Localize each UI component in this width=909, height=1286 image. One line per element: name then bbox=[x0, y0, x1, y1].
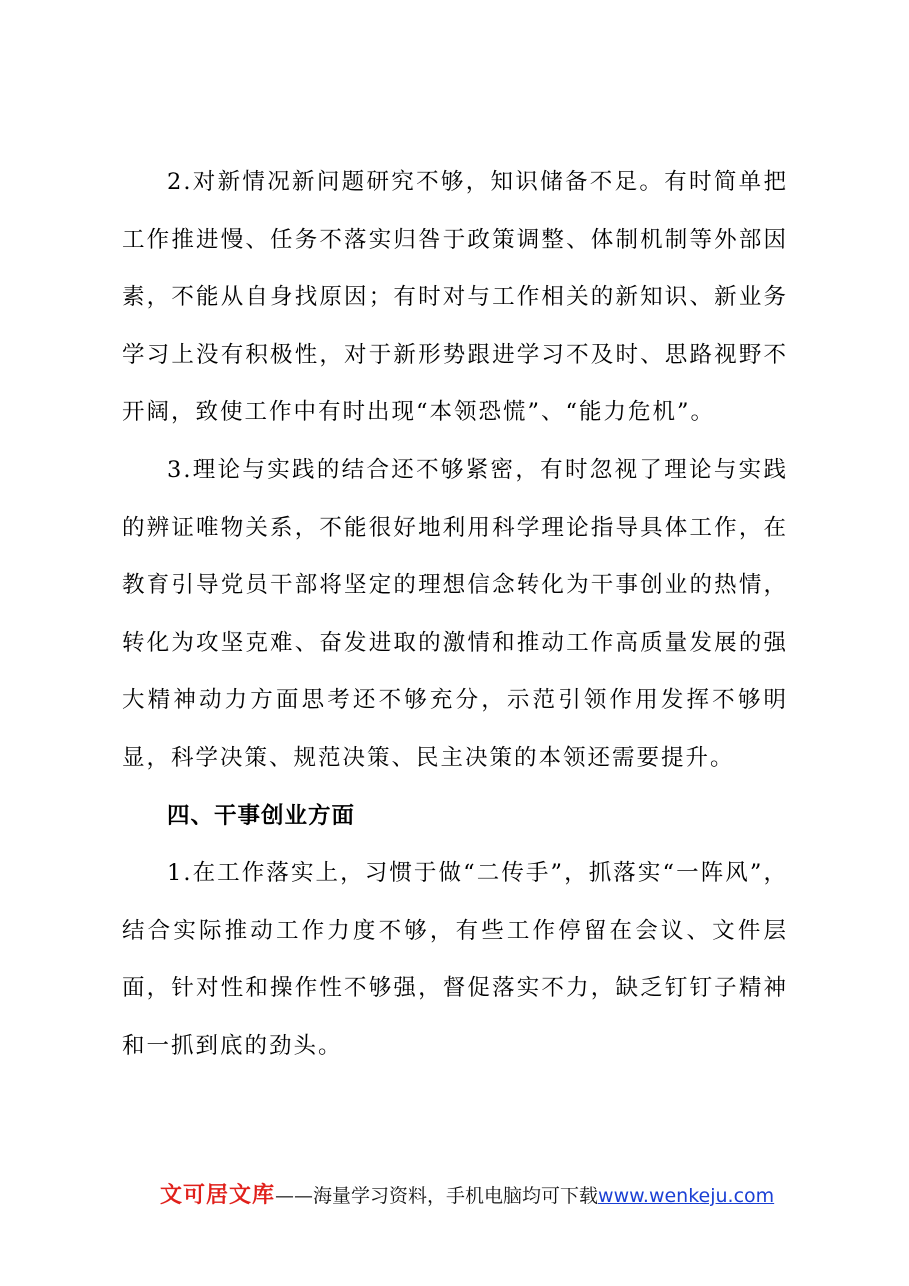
paragraph-item-3: 3.理论与实践的结合还不够紧密，有时忽视了理论与实践的辨证唯物关系，不能很好地利用科学理论指导具体工作，在教育引导党员干部将坚定的理想信念转化为干事创业的热情，转化为攻坚克难、奋发进取的激情和推动工作高质量发展的强大精神动力方面思考还不够充分，示范引领作用发挥不够明显，科学决策、规范决策、民主决策的本领还需要提升。 bbox=[122, 456, 788, 771]
footer-banner bbox=[160, 1180, 800, 1212]
section-heading: 四、干事创业方面 bbox=[167, 802, 356, 829]
footer-slogan: 海量学习资料，手机电脑均可下载 bbox=[313, 1185, 599, 1207]
document-body bbox=[122, 154, 788, 1076]
paragraph-section-item-1: 1.在工作落实上，习惯于做“二传手”，抓落实“一阵风”，结合实际推动工作力度不够，有些工作停留在会议、文件层面，针对性和操作性不够强，督促落实不力，缺乏钉钉子精神和一抓到底的劲头。 bbox=[122, 860, 788, 1059]
footer-brand: 文可居文库 bbox=[160, 1183, 276, 1208]
footer-dash: —— bbox=[275, 1185, 314, 1207]
footer-url-link[interactable]: www.wenkeju.com bbox=[598, 1185, 775, 1207]
paragraph-item-2: 2.对新情况新问题研究不够，知识储备不足。有时简单把工作推进慢、任务不落实归咎于政策调整、体制机制等外部因素，不能从自身找原因；有时对与工作相关的新知识、新业务学习上没有积极性，对于新形势跟进学习不及时、思路视野不开阔，致使工作中有时出现“本领恐慌”、“能力危机”。 bbox=[122, 169, 788, 426]
